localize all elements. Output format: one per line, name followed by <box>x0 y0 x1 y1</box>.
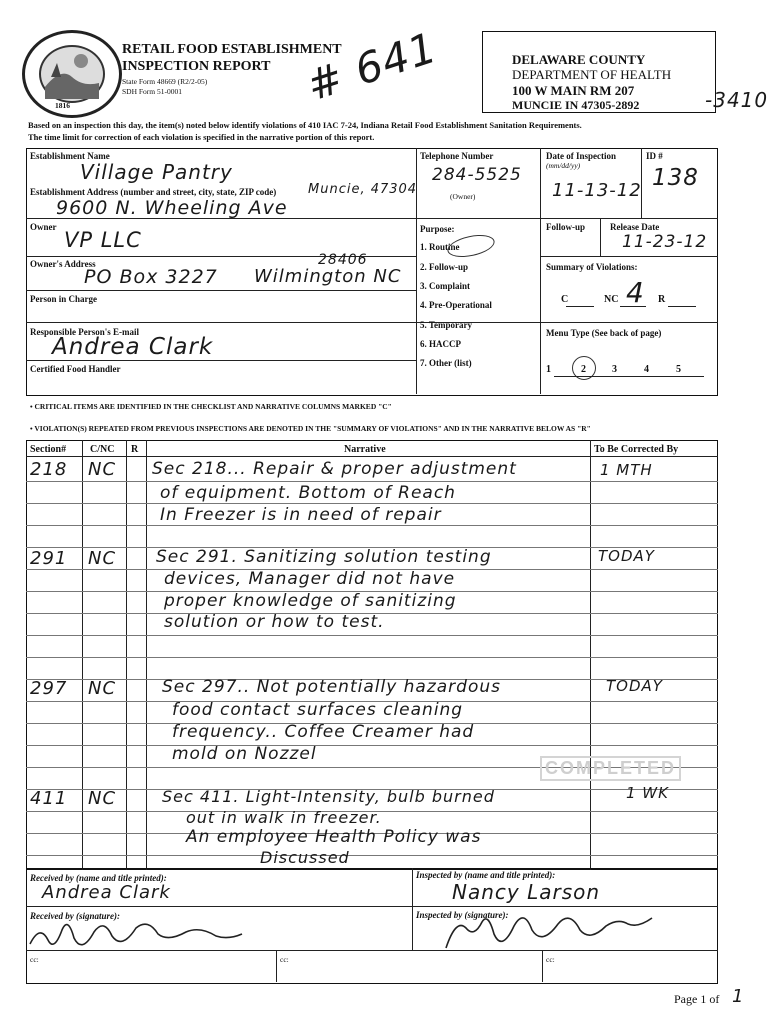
entry-2-section: 291 <box>30 548 68 569</box>
purpose-4: 4. Pre-Operational <box>420 300 492 310</box>
entry-4-line-2: out in walk in freezer. <box>186 808 382 827</box>
entry-3-cnc: NC <box>88 678 117 699</box>
telephone-sub: (Owner) <box>450 192 476 201</box>
entry-2-line-1: Sec 291. Sanitizing solution testing <box>156 547 492 567</box>
ruled-line <box>26 657 718 658</box>
entry-1-line-2: of equipment. Bottom of Reach <box>160 483 456 503</box>
ruled-line <box>26 745 718 746</box>
menu-type-4: 4 <box>644 364 649 375</box>
responsible-email-label: Responsible Person's E-mail <box>30 327 140 337</box>
entry-3-line-3: frequency.. Coffee Creamer had <box>172 722 475 742</box>
col-cnc: C/NC <box>90 444 115 455</box>
entry-3-section: 297 <box>30 678 68 699</box>
establishment-address-label: Establishment Address (number and street, city, state, ZIP code) <box>30 187 277 197</box>
owners-address-label: Owner's Address <box>30 259 96 269</box>
col-r: R <box>131 444 139 455</box>
seal-year: 1816 <box>55 101 70 110</box>
ruled-line <box>26 855 718 856</box>
received-by-label: Received by (name and title printed): <box>30 873 167 883</box>
summary-c: C <box>561 294 569 305</box>
purpose-3: 3. Complaint <box>420 281 471 291</box>
establishment-street: 9600 N. Wheeling Ave <box>56 197 288 219</box>
purpose-2: 2. Follow-up <box>420 262 469 272</box>
received-sig-label: Received by (signature): <box>30 911 120 921</box>
establishment-name: Village Pantry <box>80 160 233 184</box>
establishment-name-label: Establishment Name <box>30 151 110 161</box>
page-total: 1 <box>732 986 745 1007</box>
entry-3-line-2: food contact surfaces cleaning <box>172 700 464 720</box>
summary-r: R <box>658 294 666 305</box>
ruled-line <box>26 525 718 526</box>
menu-type-5: 5 <box>676 364 681 375</box>
menu-type-1: 1 <box>546 364 551 375</box>
summary-label: Summary of Violations: <box>546 262 638 272</box>
critical-note: • CRITICAL ITEMS ARE IDENTIFIED IN THE CHECKLIST AND NARRATIVE COLUMNS MARKED "C" <box>30 402 392 411</box>
inspected-by: Nancy Larson <box>452 880 601 904</box>
purpose-5: 5. Temporary <box>420 320 473 330</box>
form-title-1: RETAIL FOOD ESTABLISHMENT <box>122 42 342 57</box>
col-correct-by: To Be Corrected By <box>594 444 679 455</box>
summary-nc-count: 4 <box>626 276 645 309</box>
entry-4-line-4: Discussed <box>260 848 350 867</box>
page-label: Page 1 of <box>674 992 720 1006</box>
owners-zip: 28406 <box>318 252 368 268</box>
person-in-charge-label: Person in Charge <box>30 294 97 304</box>
entry-3-line-1: Sec 297.. Not potentially hazardous <box>162 677 501 697</box>
dept-line-2: DEPARTMENT OF HEALTH <box>512 67 672 82</box>
menu-type-2: 2 <box>581 364 586 375</box>
completed-stamp: COMPLETED <box>540 756 681 781</box>
certified-handler-label: Certified Food Handler <box>30 364 121 374</box>
purpose-7: 7. Other (list) <box>420 358 472 368</box>
inspected-by-label: Inspected by (name and title printed): <box>416 870 556 880</box>
received-by: Andrea Clark <box>42 882 171 903</box>
ruled-line <box>26 635 718 636</box>
entry-1-line-3: In Freezer is in need of repair <box>160 505 442 525</box>
form-title-2: INSPECTION REPORT <box>122 59 271 74</box>
id-label: ID # <box>646 151 663 161</box>
ruled-line <box>26 481 718 482</box>
entry-1-correct-by: 1 MTH <box>600 461 653 479</box>
cc-1: cc: <box>30 955 39 964</box>
entry-4-correct-by: 1 WK <box>626 784 669 802</box>
inspected-sig-label: Inspected by (signature): <box>416 910 509 920</box>
entry-2-line-4: solution or how to test. <box>164 612 385 632</box>
release-date: 11-23-12 <box>622 232 708 252</box>
repeated-note: • VIOLATION(S) REPEATED FROM PREVIOUS INSPECTIONS ARE DENOTED IN THE "SUMMARY OF VIOLATIONS" AND IN THE NARRATIVE BELOW AS "R" <box>30 424 591 433</box>
state-seal <box>22 30 122 118</box>
dept-line-1: DELAWARE COUNTY <box>512 52 646 67</box>
entry-1-line-1: Sec 218... Repair & proper adjustment <box>152 459 517 479</box>
handwritten-number: # 641 <box>300 22 444 111</box>
purpose-6: 6. HACCP <box>420 339 461 349</box>
owners-city: Wilmington NC <box>254 266 402 287</box>
release-date-label: Release Date <box>610 222 660 232</box>
dept-line-3: 100 W MAIN RM 207 <box>512 83 635 98</box>
id-number: 138 <box>652 165 699 191</box>
sdh-form-number: SDH Form 51-0001 <box>122 87 183 96</box>
followup-label: Follow-up <box>546 222 586 232</box>
state-form-number: State Form 48669 (R2/2-05) <box>122 77 208 86</box>
inspector-signature <box>440 912 660 961</box>
cc-3: cc: <box>546 955 555 964</box>
cc-2: cc: <box>280 955 289 964</box>
date-sub: (mm/dd/yy) <box>546 161 581 170</box>
owner-name: VP LLC <box>64 228 142 252</box>
entry-4-section: 411 <box>30 788 68 809</box>
entry-3-line-4: mold on Nozzel <box>172 744 317 764</box>
col-section: Section# <box>30 444 67 455</box>
intro-line-1: Based on an inspection this day, the item(s) noted below identify violations of 410 IAC 7-24, Indiana Retail Food Establishment Sanitation Requirements. <box>28 120 582 130</box>
entry-4-line-3: An employee Health Policy was <box>186 827 482 847</box>
seal-emblem-icon <box>39 45 105 103</box>
entry-2-correct-by: TODAY <box>598 547 655 565</box>
entry-1-cnc: NC <box>88 459 117 480</box>
entry-4-cnc: NC <box>88 788 117 809</box>
purpose-label: Purpose: <box>420 224 455 234</box>
ruled-line <box>26 503 718 504</box>
owner-label: Owner <box>30 222 57 232</box>
summary-nc: NC <box>604 294 619 305</box>
responsible-person: Andrea Clark <box>52 334 214 360</box>
entry-1-section: 218 <box>30 459 68 480</box>
entry-3-correct-by: TODAY <box>606 677 663 695</box>
intro-line-2: The time limit for correction of each violation is specified in the narrative portion of this report. <box>28 132 375 142</box>
entry-4-line-1: Sec 411. Light-Intensity, bulb burned <box>162 787 495 806</box>
establishment-city-zip: Muncie, 47304 <box>308 182 418 197</box>
telephone-number: 284-5525 <box>432 165 522 185</box>
inspection-date: 11-13-12 <box>552 180 642 201</box>
entry-2-line-2: devices, Manager did not have <box>164 569 456 589</box>
telephone-label: Telephone Number <box>420 151 494 161</box>
entry-2-cnc: NC <box>88 548 117 569</box>
received-signature <box>26 914 256 959</box>
entry-2-line-3: proper knowledge of sanitizing <box>164 591 457 611</box>
owners-address: PO Box 3227 <box>84 266 218 288</box>
menu-type-label: Menu Type (See back of page) <box>546 328 662 338</box>
col-narrative: Narrative <box>344 444 386 455</box>
purpose-1: 1. Routine <box>420 242 460 252</box>
date-label: Date of Inspection <box>546 151 616 161</box>
dept-phone-handwritten: -3410 <box>705 88 769 112</box>
menu-type-3: 3 <box>612 364 617 375</box>
dept-line-4: MUNCIE IN 47305-2892 <box>512 98 640 112</box>
